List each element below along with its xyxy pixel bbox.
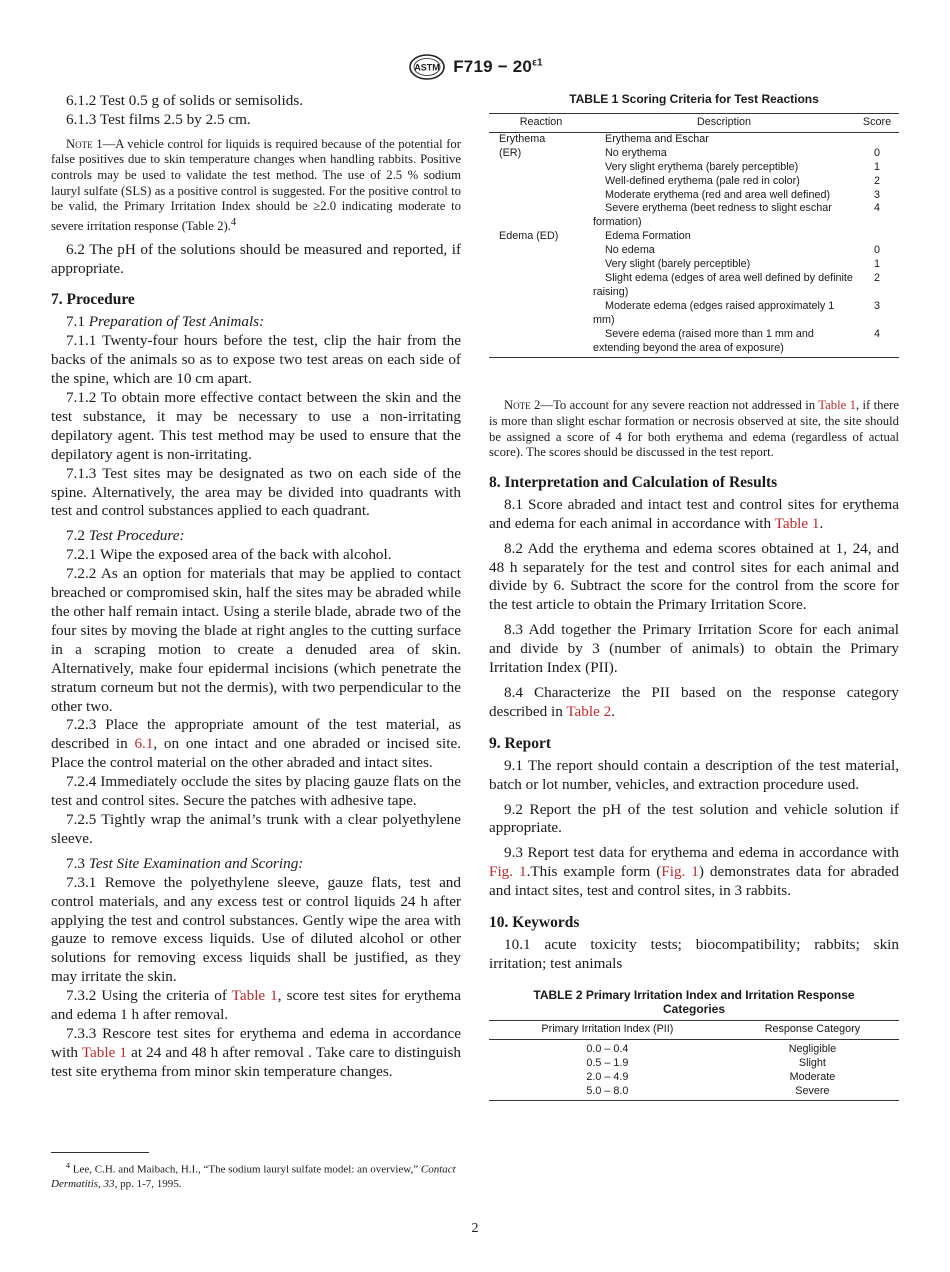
- pii-cell: 0.5 – 1.9: [586, 1056, 629, 1069]
- table-row: [489, 132, 899, 146]
- score-cell: 4: [873, 202, 880, 215]
- table-2: [489, 1020, 899, 1102]
- link-table-1[interactable]: Table 1: [231, 987, 278, 1005]
- description-cell: No erythema: [605, 146, 667, 159]
- para-9-1: 9.1 The report should contain a description of the test material, batch or lot number, vehicles, and extraction procedure used.: [489, 756, 899, 793]
- para-8-2: 8.2 Add the erythema and edema scores obtained at 1, 24, and 48 h separately for the test and control sites for each animal and divide by 6. Subtract the score for the control from the score for the test article to obtain the Primary Irritation Score.: [489, 539, 899, 614]
- svg-text:ASTM: ASTM: [414, 62, 440, 73]
- para-8-4: 8.4 Characterize the PII based on the response category described in Table 2.: [489, 683, 899, 720]
- score-cell: 3: [873, 299, 880, 312]
- para-8-1: 8.1 Score abraded and intact test and control sites for erythema and edema for each animal in accordance with Table 1.: [489, 495, 899, 532]
- para-7-1: 7.1 Preparation of Test Animals:: [66, 313, 265, 331]
- description-cell: Moderate edema (edges raised approximately 1 mm): [593, 299, 835, 326]
- para-9-3: 9.3 Report test data for erythema and edema in accordance with Fig. 1.This example form (Fig. 1) demonstrates data for abraded and intact sites, test and control sites, in 3 rabbits.: [489, 844, 899, 900]
- category-cell: Negligible: [788, 1042, 837, 1055]
- column-header: Response Category: [726, 1020, 899, 1039]
- reaction-cell: (ER): [499, 146, 522, 159]
- column-header: Primary Irritation Index (PII): [489, 1020, 726, 1039]
- reaction-cell: Edema (ED): [499, 230, 559, 243]
- description-cell: Erythema and Eschar: [605, 132, 709, 145]
- para-6-1-3: 6.1.3 Test films 2.5 by 2.5 cm.: [66, 110, 251, 128]
- category-cell: Severe: [726, 1085, 899, 1101]
- column-header: Reaction: [489, 114, 593, 133]
- link-fig-1[interactable]: Fig. 1: [661, 863, 699, 881]
- page-number: 2: [471, 1221, 479, 1236]
- description-cell: Moderate erythema (red and area well defined): [605, 188, 831, 201]
- table-header-row: [489, 1020, 899, 1039]
- link-fig-1[interactable]: Fig. 1: [489, 863, 527, 881]
- table-row: [489, 230, 899, 244]
- table-row: [489, 175, 899, 189]
- note-1: Note 1—A vehicle control for liquids is required because of the potential for false positives due to skin temperature changes when handling rabbits. Positive controls may be used to validate the test method. The use of 2.5 % sodium lauryl sulfate (SLS) as a positive control is suggested. For the positive control to be valid, the Primary Irritation Index should be ≥2.0 indicating moderate to severe irritation response (Table 2).$^4$: [51, 136, 461, 234]
- para-9-2: 9.2 Report the pH of the test solution and vehicle solution if appropriate.: [489, 800, 899, 837]
- table-1-caption: TABLE 1 Scoring Criteria for Test Reactions: [569, 92, 819, 106]
- table-row: [489, 1071, 899, 1085]
- para-7-2-2: 7.2.2 As an option for materials that may be applied to contact breached or compromised skin, half the sites may be abraded while the other half remain intact. Using a sterile blade, abrade two of the four sites by moving the blade at right angles to the cutting surface in a scraping motion to create a denuded area of skin. Alternatively, make four epidermal incisions (which penetrate the stratum corneum but not the dermis), with two perpendicular to the other two.: [51, 565, 461, 715]
- description-cell: Edema Formation: [605, 230, 691, 243]
- score-cell: 2: [873, 174, 880, 187]
- page-header: [0, 52, 950, 82]
- link-table-1[interactable]: Table 1: [774, 514, 820, 532]
- reaction-cell: Erythema: [499, 132, 546, 145]
- section-9-heading: 9. Report: [489, 734, 551, 752]
- category-cell: Moderate: [789, 1070, 836, 1083]
- para-10-1: 10.1 acute toxicity tests; biocompatibility; rabbits; skin irritation; test animals: [489, 936, 899, 972]
- pii-cell: 5.0 – 8.0: [489, 1085, 726, 1101]
- para-7-3-1: 7.3.1 Remove the polyethylene sleeve, gauze flats, test and control materials, and any excess test or control liquids 24 h after applying the test and control substances. Gently wipe the area with gauze to remove excess liquids. Use of diluted alcohol or other solutions for removing excess liquids shall be justified, as they may irritate the skin.: [51, 873, 461, 986]
- score-cell: 2: [873, 271, 880, 284]
- astm-logo-icon: [407, 52, 447, 82]
- link-section-6-1[interactable]: 6.1: [134, 735, 154, 753]
- para-7-3-3: 7.3.3 Rescore test sites for erythema and edema in accordance with Table 1 at 24 and 48 h after removal . Take care to distinguish test site erythema from minor skin temperature changes.: [51, 1024, 461, 1080]
- footnote-4: $^4$ Lee, C.H. and Maibach, H.I., “The sodium lauryl sulfate model: an overview,” Contact Dermatitis, 33, pp. 1-7, 1995.: [51, 1161, 456, 1191]
- table-header-row: [489, 114, 899, 133]
- table-row: [489, 1085, 899, 1101]
- pii-cell: 0.0 – 0.4: [586, 1042, 629, 1055]
- para-6-2: 6.2 The pH of the solutions should be measured and reported, if appropriate.: [51, 240, 461, 277]
- link-table-1[interactable]: Table 1: [81, 1043, 127, 1061]
- score-cell: 1: [873, 160, 880, 173]
- section-8-heading: 8. Interpretation and Calculation of Results: [489, 473, 778, 491]
- para-7-1-3: 7.1.3 Test sites may be designated as two on each side of the spine. Alternatively, the area may be divided into quadrants with test and control substances applied to each quadrant.: [51, 464, 461, 520]
- para-7-1-2: 7.1.2 To obtain more effective contact between the skin and the test substance, it may be necessary to use a non-irritating depilatory agent. This test method may be used to ensure that the depilatory agent is non-irritating.: [51, 389, 461, 463]
- score-cell: 4: [855, 328, 899, 358]
- table-row: [489, 244, 899, 258]
- section-7-heading: 7. Procedure: [51, 291, 135, 309]
- table-row: [489, 328, 899, 358]
- column-header: Description: [593, 114, 855, 133]
- description-cell: Well-defined erythema (pale red in color): [605, 174, 800, 187]
- description-cell: No edema: [605, 244, 655, 257]
- standard-designation: $F719 - 20^{\varepsilon 1}$: [453, 57, 543, 76]
- table-row: [489, 189, 899, 203]
- score-cell: 3: [873, 188, 880, 201]
- description-cell: Severe erythema (beet redness to slight eschar formation): [593, 202, 832, 229]
- table-row: [489, 147, 899, 161]
- table-1: [489, 113, 899, 358]
- link-table-1[interactable]: Table 1: [818, 398, 856, 413]
- table-row: [489, 1057, 899, 1071]
- table-row: [489, 161, 899, 175]
- section-10-heading: 10. Keywords: [489, 914, 580, 932]
- table-row: [489, 1039, 899, 1056]
- para-7-1-1: 7.1.1 Twenty-four hours before the test, clip the hair from the backs of the animals so as to expose two test areas on each side of the spine, which are 10 cm apart.: [51, 332, 461, 388]
- link-table-2[interactable]: Table 2: [566, 702, 612, 720]
- column-header: Score: [855, 114, 899, 133]
- table-2-caption: TABLE 2 Primary Irritation Index and Irritation Response Categories: [533, 987, 855, 1016]
- para-7-2-1: 7.2.1 Wipe the exposed area of the back with alcohol.: [66, 546, 392, 564]
- para-7-3: 7.3 Test Site Examination and Scoring:: [66, 854, 304, 872]
- description-cell: Very slight erythema (barely perceptible): [605, 160, 799, 173]
- score-cell: 1: [873, 258, 880, 271]
- footnote-divider: [51, 1152, 149, 1153]
- description-cell: Slight edema (edges of area well defined by definite raising): [593, 271, 853, 298]
- table-row: [489, 258, 899, 272]
- description-cell: Very slight (barely perceptible): [605, 258, 751, 271]
- para-7-2-5: 7.2.5 Tightly wrap the animal’s trunk with a clear polyethylene sleeve.: [51, 810, 461, 847]
- pii-cell: 2.0 – 4.9: [586, 1070, 629, 1083]
- para-7-2-3: 7.2.3 Place the appropriate amount of the test material, as described in 6.1, on one intact and one abraded or incised site. Place the control material on the other abraded and intact sites.: [51, 716, 461, 772]
- table-row: [489, 300, 899, 328]
- right-column: [489, 92, 899, 1101]
- para-8-3: 8.3 Add together the Primary Irritation Score for each animal and divide by 3 (number of animals) to obtain the Primary Irritation Index (PII).: [489, 621, 899, 677]
- para-7-2-4: 7.2.4 Immediately occlude the sites by placing gauze flats on the test and control sites. Secure the patches with adhesive tape.: [51, 773, 461, 810]
- score-cell: 0: [873, 244, 880, 257]
- score-cell: [855, 230, 899, 244]
- category-cell: Slight: [798, 1056, 826, 1069]
- table-row: [489, 202, 899, 230]
- description-cell: Severe edema (raised more than 1 mm and extending beyond the area of exposure): [593, 328, 855, 358]
- score-cell: [855, 132, 899, 146]
- para-7-2: 7.2 Test Procedure:: [66, 527, 185, 545]
- score-cell: 0: [873, 146, 880, 159]
- para-6-1-2: 6.1.2 Test 0.5 g of solids or semisolids.: [66, 92, 304, 109]
- para-7-3-2: 7.3.2 Using the criteria of Table 1, score test sites for erythema and edema 1 h after removal.: [51, 987, 461, 1024]
- note-2: Note 2—To account for any severe reaction not addressed in Table 1, if there is more than slight eschar formation or necrosis observed at site, the site should be assigned a score of 4 for both erythema and edema (regardless of actual score). The scores should be discussed in the test report.: [489, 398, 899, 460]
- table-row: [489, 272, 899, 300]
- left-column: [51, 92, 461, 1082]
